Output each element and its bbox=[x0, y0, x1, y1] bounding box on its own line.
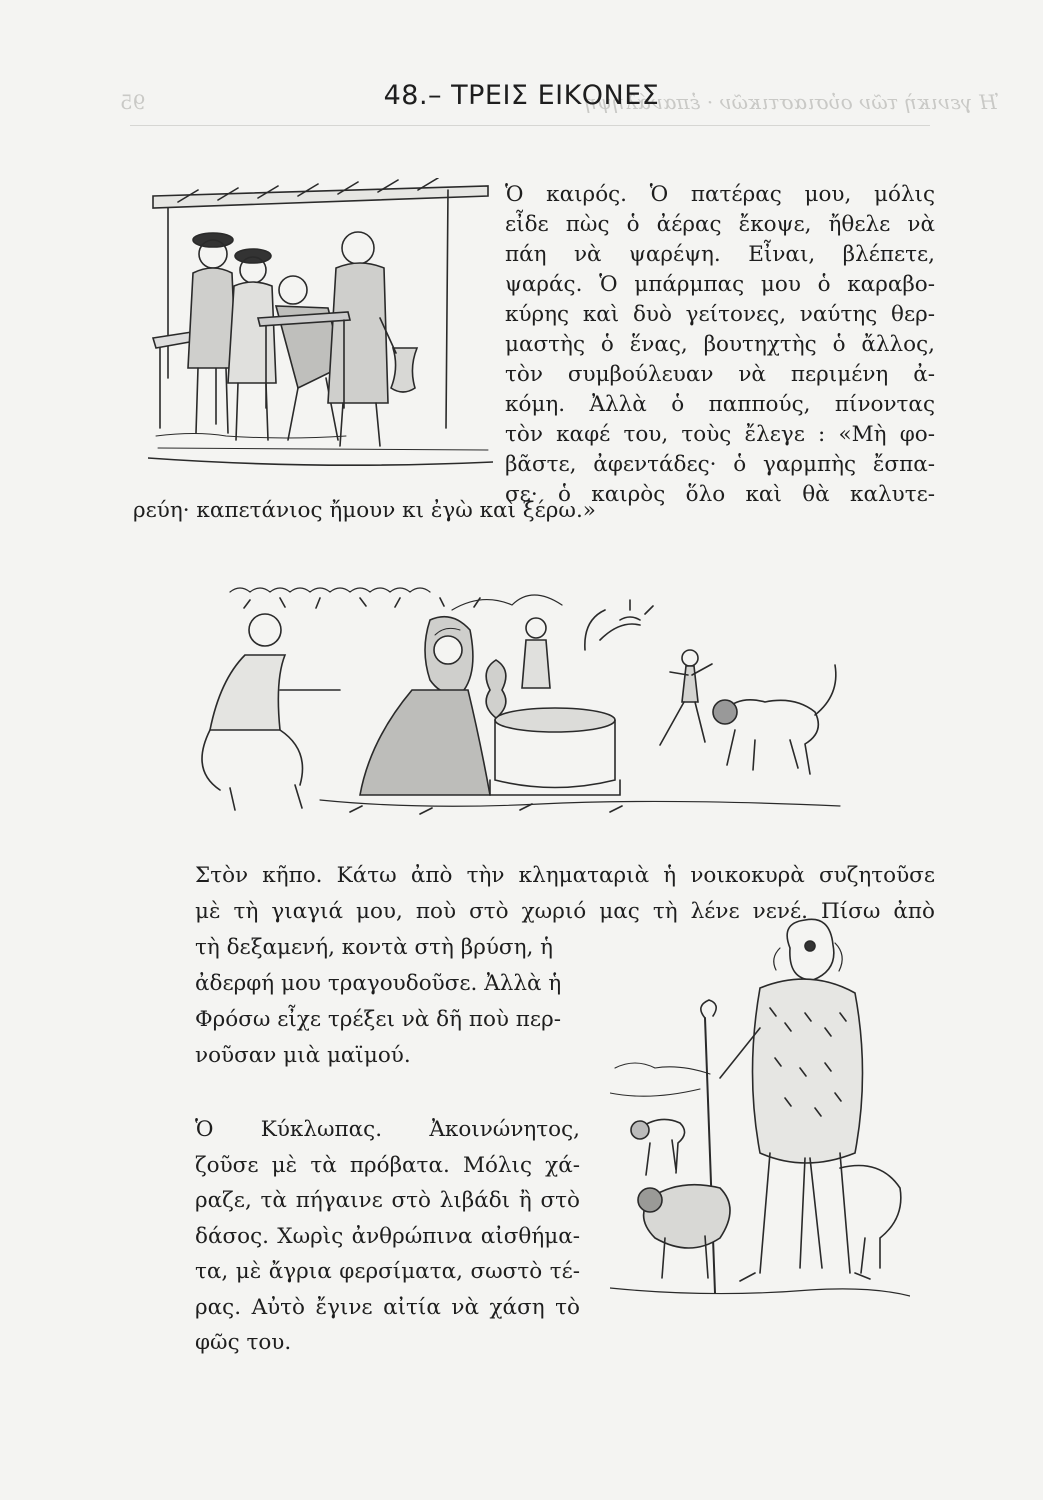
text-line: φῶς του. bbox=[195, 1330, 292, 1355]
bleed-through-running-head: Ἡ γενικὴ τῶν οὐσιαστικῶν · ἐπανάληψη bbox=[585, 90, 1000, 114]
text-line: σε· ὁ καιρὸς ὅλο καὶ θὰ καλυτε- bbox=[505, 482, 935, 507]
text-line: ἀδερφή μου τραγουδοῦσε. Ἀλλὰ ἡ bbox=[195, 971, 562, 996]
text-line: βᾶστε, ἀφεντάδες· ὁ γαρμπὴς ἔσπα- bbox=[505, 452, 935, 477]
section-cyclops-paragraph bbox=[195, 1112, 580, 1361]
text-line: Ὁ Κύκλωπας. Ἀκοινώνητος, bbox=[195, 1117, 580, 1142]
text-line: Στὸν κῆπο. Κάτω ἀπὸ τὴν κληματαριὰ ἡ νοικοκυρὰ συζητοῦσε bbox=[195, 863, 935, 888]
text-line: Φρόσω εἶχε τρέξει νὰ δῆ ποὺ περ- bbox=[195, 1007, 561, 1032]
text-line: μὲ τὴ γιαγιά μου, ποὺ στὸ χωριό μας τὴ λένε νενέ. Πίσω ἀπὸ bbox=[195, 899, 935, 924]
page-title: 48.– ΤΡΕΙΣ ΕΙΚΟΝΕΣ bbox=[383, 80, 660, 111]
text-line: τὸν καφέ του, τοὺς ἔλεγε : «Μὴ φο- bbox=[505, 422, 935, 447]
text-line: ζοῦσε μὲ τὰ πρόβατα. Μόλις χά- bbox=[195, 1152, 580, 1178]
fishermen-cafe-illustration bbox=[148, 178, 493, 478]
text-line: πάη νὰ ψαρέψη. Εἶναι, βλέπετε, bbox=[505, 242, 935, 267]
text-line: τὴ δεξαμενή, κοντὰ στὴ βρύση, ἡ bbox=[195, 935, 554, 960]
text-line: μαστὴς ὁ ἕνας, βουτηχτὴς ὁ ἄλλος, bbox=[505, 332, 935, 357]
bleed-through-page-number: 95 bbox=[120, 90, 146, 114]
section-weather-last-line: ρεύη· καπετάνιος ἤμουν κι ἐγὼ καὶ ξέρω.» bbox=[133, 498, 596, 523]
text-line: κύρης καὶ δυὸ γείτονες, ναύτης θερ- bbox=[505, 302, 935, 327]
header-rule bbox=[130, 125, 930, 126]
text-line: νοῦσαν μιὰ μαϊμού. bbox=[195, 1043, 411, 1068]
text-line: εἶδε πὼς ὁ ἀέρας ἔκοψε, ἤθελε νὰ bbox=[505, 212, 935, 237]
section-weather-paragraph bbox=[505, 180, 935, 510]
cyclops-illustration bbox=[610, 918, 910, 1308]
text-line: τὸν συμβούλευαν νὰ περιμένη ἀ- bbox=[505, 362, 935, 387]
garden-scene-illustration bbox=[190, 580, 870, 820]
text-line: ψαράς. Ὁ μπάρμπας μου ὁ καραβο- bbox=[505, 272, 935, 297]
text-line: ρας. Αὐτὸ ἔγινε αἰτία νὰ χάση τὸ bbox=[195, 1294, 580, 1320]
text-line: Ὁ καιρός. Ὁ πατέρας μου, μόλις bbox=[505, 182, 935, 207]
text-line: κόμη. Ἀλλὰ ὁ παππούς, πίνοντας bbox=[505, 392, 935, 417]
text-line: δάσος. Χωρὶς ἀνθρώπινα αἰσθήμα- bbox=[195, 1223, 580, 1249]
text-line: τα, μὲ ἄγρια φερσίματα, σωστὸ τέ- bbox=[195, 1259, 580, 1284]
text-line: ραζε, τὰ πήγαινε στὸ λιβάδι ἢ στὸ bbox=[195, 1188, 580, 1213]
